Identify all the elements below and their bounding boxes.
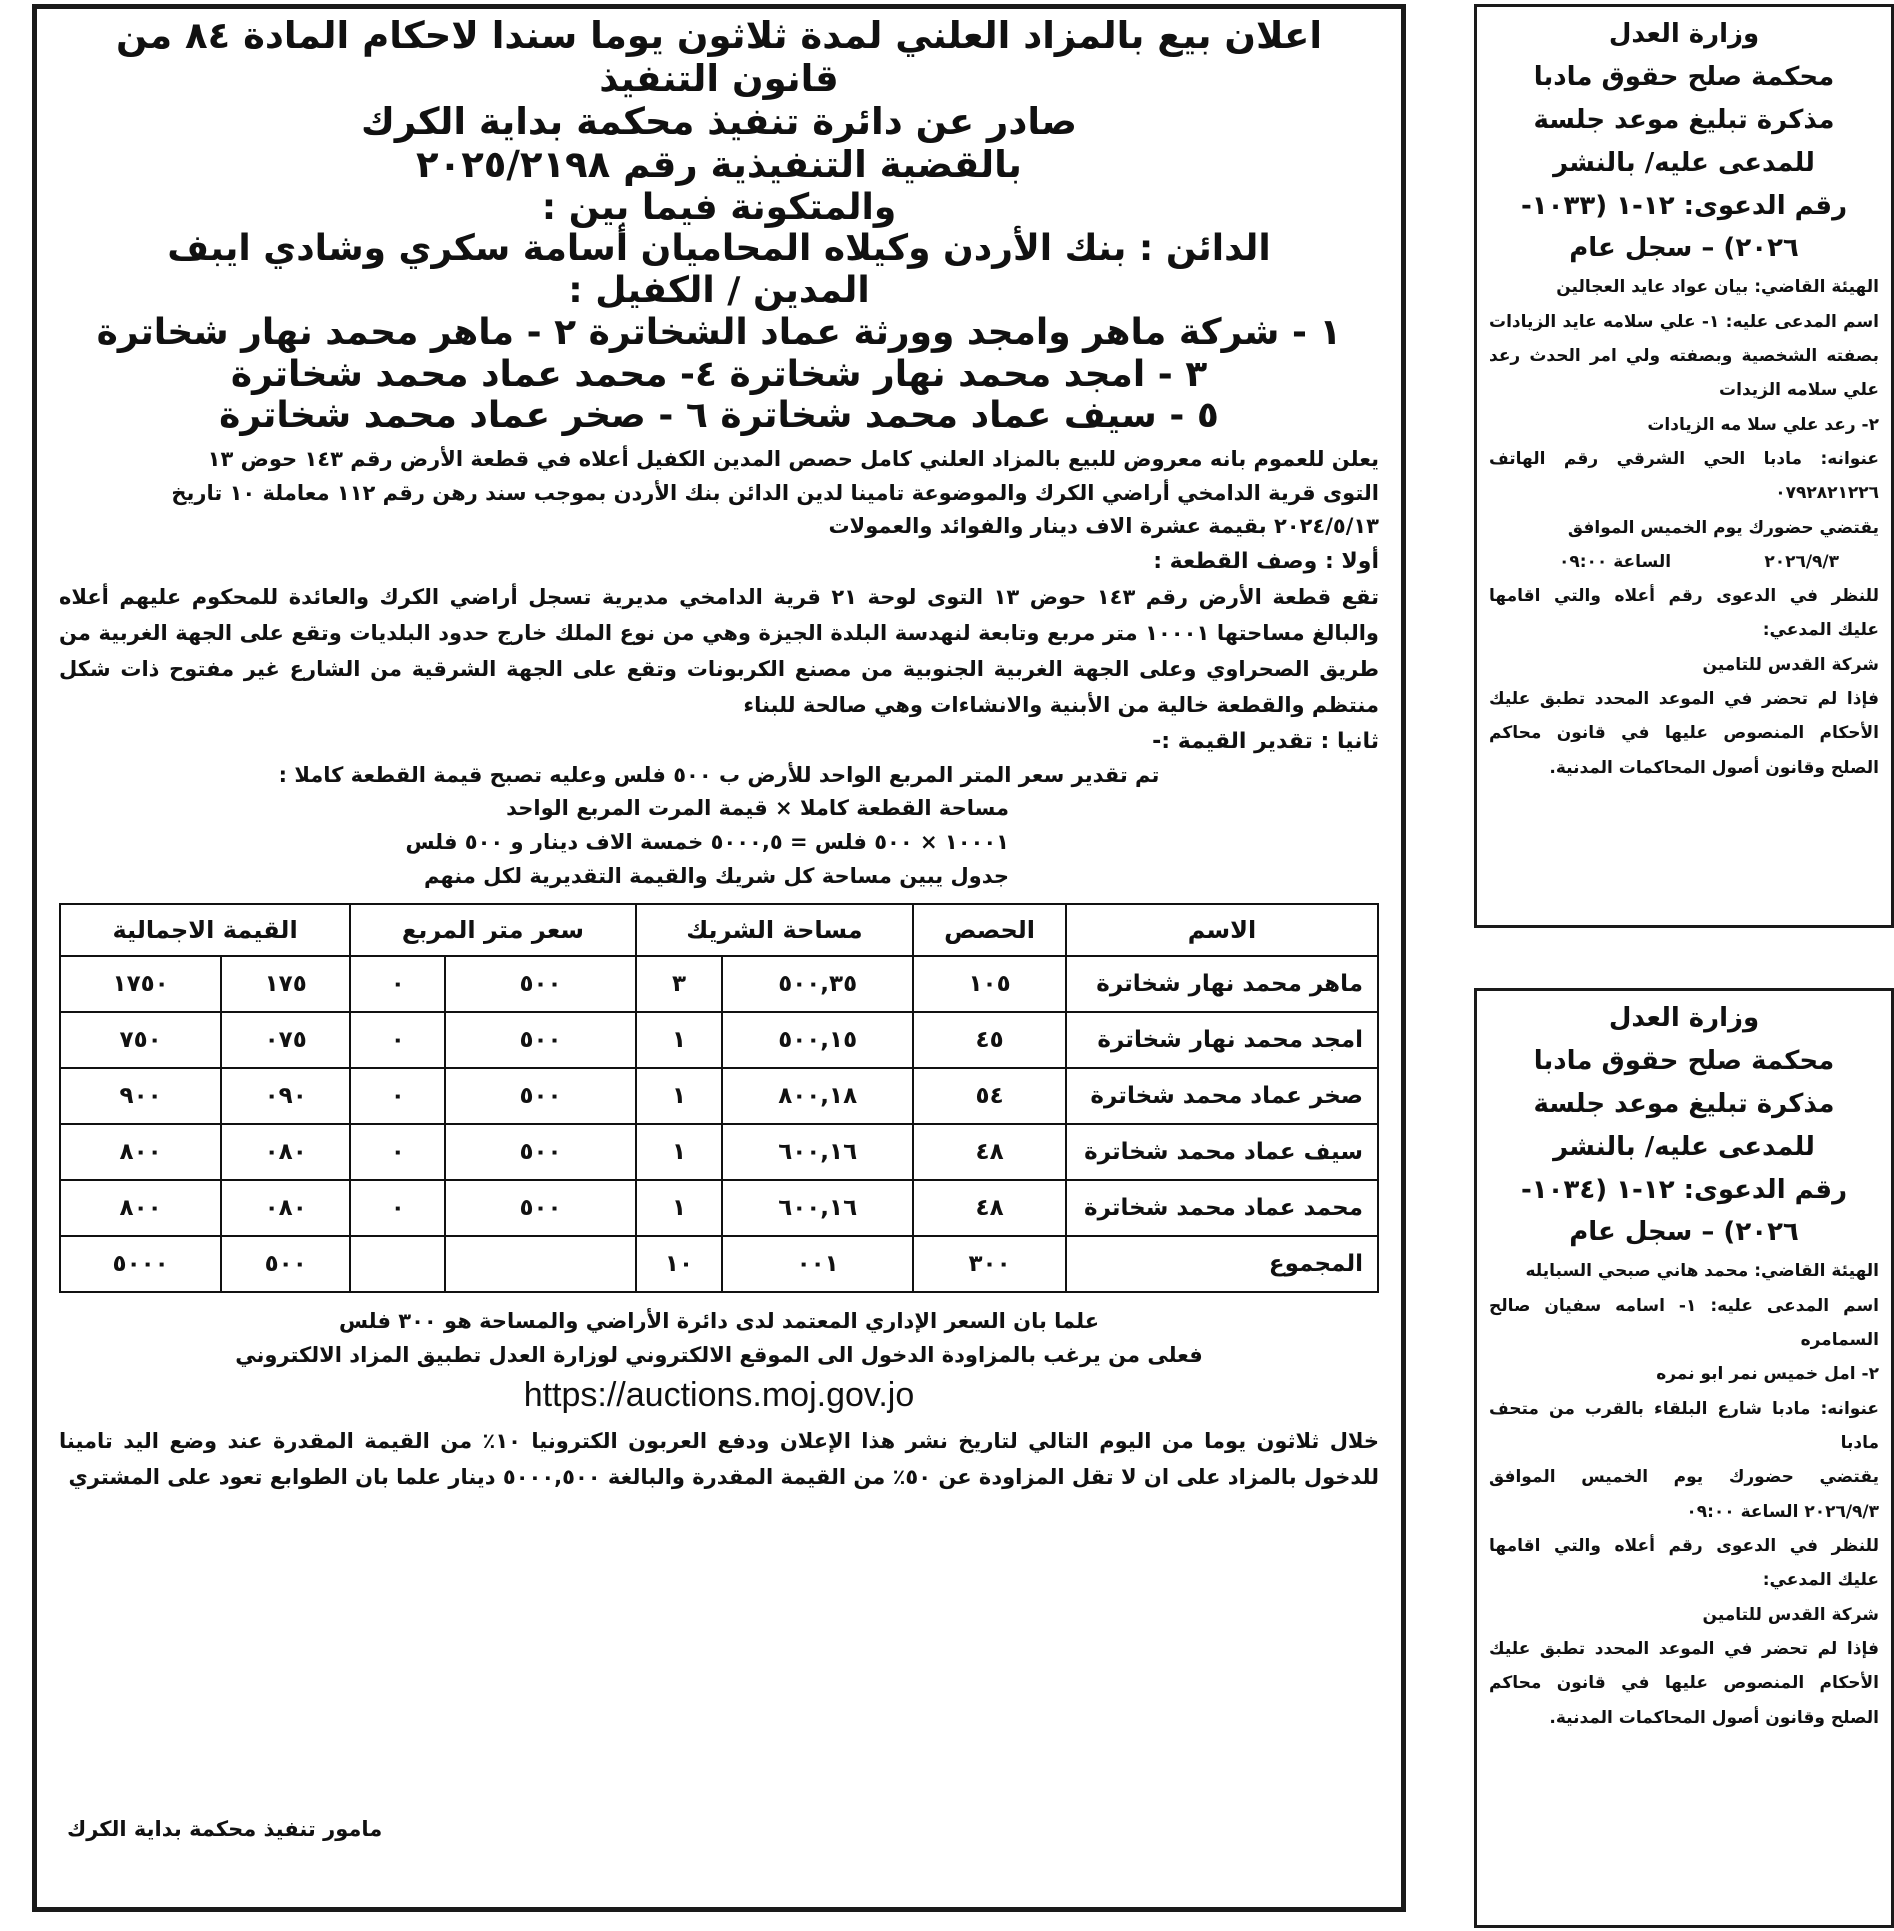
notice2-warning: فإذا لم تحضر في الموعد المحدد تطبق عليك الأحكام المنصوص عليها في قانون محاكم الصلح وقانون أصول المحاكمات المدنية. [1489, 1638, 1879, 1728]
header-total: القيمة الاجمالية [60, 904, 350, 956]
table-cell: ١ [636, 1068, 722, 1124]
header-price: سعر متر المربع [350, 904, 636, 956]
notice2-defendant-2: ٢- امل خميس نمر ابو نمره [1656, 1364, 1879, 1385]
table-cell: ١ [636, 1180, 722, 1236]
table-cell: ٠ [350, 1012, 445, 1068]
side-notice-1 [1474, 4, 1894, 928]
table-cell: ١٠٥ [913, 956, 1066, 1012]
side-notice-2 [1474, 988, 1894, 1928]
valuation-line-4: جدول يبين مساحة كل شريك والقيمة التقديرية لكل منهم [423, 863, 1009, 888]
notice1-address: عنوانه: مادبا الحي الشرقي رقم الهاتف ٠٧٩٢٨٢١٢٢٦ [1489, 448, 1879, 504]
notice1-case-ref: للنظر في الدعوى رقم أعلاه والتي اقامها عليك المدعي: [1489, 585, 1879, 641]
intro-line-3: ٢٠٢٤/٥/١٣ بقيمة عشرة الاف دينار والفوائد والعمولات [828, 514, 1379, 539]
table-cell: سيف عماد محمد شخاترة [1066, 1124, 1378, 1180]
table-cell: ٠٠١ [722, 1236, 913, 1292]
notice2-case-number: رقم الدعوى: ١٢-١ (١٠٣٤- [1520, 1174, 1848, 1205]
debtor-line-3: ٥ - سيف عماد محمد شخاترة ٦ - صخر عماد محمد شخاترة [219, 395, 1219, 437]
header-shares: الحصص [913, 904, 1066, 956]
notice1-title-1: وزارة العدل [1608, 19, 1760, 49]
table-row [60, 1124, 1378, 1180]
table-cell: ٠٩٠ [221, 1068, 350, 1124]
valuation-line-1: تم تقدير سعر المتر المربع الواحد للأرض ب ٥٠٠ فلس وعليه تصبح قيمة القطعة كاملا : [278, 762, 1160, 787]
notice2-address: عنوانه: مادبا شارع البلقاء بالقرب من متحف مادبا [1489, 1398, 1879, 1453]
notice1-defendant-2: ٢- رعد علي سلا مه الزيادات [1647, 414, 1879, 435]
table-cell: ١ [636, 1124, 722, 1180]
notice2-case-year: ٢٠٢٦) – سجل عام [1569, 1217, 1799, 1248]
notice2-case-ref: للنظر في الدعوى رقم أعلاه والتي اقامها عليك المدعي: [1489, 1535, 1879, 1591]
table-cell: ٥٠٠٠ [60, 1236, 221, 1292]
table-cell: ٥٠٠ [221, 1236, 350, 1292]
heading-line-3: بالقضية التنفيذية رقم ٢٠٢٥/٢١٩٨ [416, 142, 1022, 186]
notice2-judge: الهيئة القاضي: محمد هاني صبحي السبايله [1525, 1261, 1879, 1282]
table-cell: ١٠ [636, 1236, 722, 1292]
table-cell: ٥٠٠,١٥ [722, 1012, 913, 1068]
table-cell: ٠ [350, 1068, 445, 1124]
notice1-warning: فإذا لم تحضر في الموعد المحدد تطبق عليك الأحكام المنصوص عليها في قانون محاكم الصلح وقانون أصول المحاكمات المدنية. [1489, 688, 1879, 778]
notice1-case-number: رقم الدعوى: ١٢-١ (١٠٣٣- [1520, 190, 1848, 221]
shares-table [59, 903, 1379, 1293]
notice2-title-2: محكمة صلح حقوق مادبا [1533, 1045, 1835, 1076]
notice1-title-3: مذكرة تبليغ موعد جلسة [1533, 104, 1835, 135]
auction-website-link[interactable]: https://auctions.moj.gov.jo [523, 1376, 915, 1415]
table-cell: ٤٨ [913, 1180, 1066, 1236]
table-cell: ٨٠٠ [60, 1180, 221, 1236]
table-cell: ١٧٥٠ [60, 956, 221, 1012]
notice1-time: الساعة ٠٩:٠٠ [1559, 551, 1672, 572]
table-cell: ١٧٥ [221, 956, 350, 1012]
notice2-defendant: اسم المدعى عليه: ١- اسامه سفيان صالح السمامره [1489, 1295, 1879, 1350]
section-2-title: ثانيا : تقدير القيمة :- [1152, 728, 1379, 754]
notice2-attendance: يقتضي حضورك يوم الخميس الموافق ٢٠٢٦/٩/٣ الساعة ٠٩:٠٠ [1489, 1467, 1879, 1522]
table-cell: محمد عماد محمد شخاترة [1066, 1180, 1378, 1236]
notice1-title-2: محكمة صلح حقوق مادبا [1533, 61, 1835, 92]
table-total-row [60, 1236, 1378, 1292]
table-cell [445, 1236, 635, 1292]
valuation-line-2: مساحة القطعة كاملا × قيمة المرت المربع الواحد [506, 796, 1009, 821]
plot-description: تقع قطعة الأرض رقم ١٤٣ حوض ١٣ التوى لوحة ٢١ قرية الدامخي مديرية تسجل أراضي الكرك والعائدة للمحكوم عليهم أعلاه والبالغ مساحتها ١٠٠٠١ متر مربع وتابعة لنهدسة البلدة الجيزة وهي من نوع الملك خارج حدود البلديات وتقع على الجهة الغربية من طريق الصحراوي وعلى الجهة الغربية الجنوبية من مصنع الكربونات وتقع على الجهة الشرقية من الشارع غير مفتوح ذات شكل منتظم والقطعة خالية من الأبنية والانشاءات وهي صالحة للبناء [59, 585, 1379, 718]
table-cell: ٨٠٠ [60, 1124, 221, 1180]
table-row [60, 1180, 1378, 1236]
table-cell: ٤٨ [913, 1124, 1066, 1180]
table-cell: ٣ [636, 956, 722, 1012]
table-cell: ٥٠٠ [445, 1180, 635, 1236]
notice2-title-4: للمدعى عليه/ بالنشر [1553, 1131, 1815, 1162]
table-cell: ماهر محمد نهار شخاترة [1066, 956, 1378, 1012]
table-cell: ٩٠٠ [60, 1068, 221, 1124]
table-cell: ٣٠٠ [913, 1236, 1066, 1292]
notice1-judge: الهيئة القاضي: بيان عواد عايد العجالين [1556, 277, 1879, 298]
heading-line-4: والمتكونة فيما بين : [541, 186, 897, 228]
table-cell: ٠ [350, 956, 445, 1012]
table-cell: ٦٠٠,١٦ [722, 1124, 913, 1180]
table-cell: ٤٥ [913, 1012, 1066, 1068]
table-cell: ٥٠٠ [445, 1068, 635, 1124]
signature: مامور تنفيذ محكمة بداية الكرك [67, 1817, 383, 1841]
table-cell: ٠ [350, 1124, 445, 1180]
heading-line-1: اعلان بيع بالمزاد العلني لمدة ثلاثون يوما سندا لاحكام المادة ٨٤ من قانون التنفيذ [115, 14, 1323, 100]
notice1-attendance: يقتضي حضورك يوم الخميس الموافق [1567, 517, 1879, 538]
table-cell: ٥٠٠ [445, 1012, 635, 1068]
table-header-row [60, 904, 1378, 956]
table-cell: ٠٨٠ [221, 1124, 350, 1180]
table-cell [350, 1236, 445, 1292]
notice1-date: ٢٠٢٦/٩/٣ [1764, 551, 1839, 572]
notice1-plaintiff: شركة القدس للتامين [1702, 654, 1879, 675]
admin-price-note: علما بان السعر الإداري المعتمد لدى دائرة الأراضي والمساحة هو ٣٠٠ فلس [338, 1309, 1100, 1334]
table-row [60, 1012, 1378, 1068]
table-cell: صخر عماد محمد شخاترة [1066, 1068, 1378, 1124]
table-row [60, 956, 1378, 1012]
table-cell: ٥٠٠ [445, 956, 635, 1012]
valuation-line-3: ١٠٠٠١ × ٥٠٠ فلس = ٥٠٠٠,٥ خمسة الاف دينار و ٥٠٠ فلس [405, 829, 1009, 854]
section-1-title: أولا : وصف القطعة : [1153, 548, 1379, 574]
table-cell: امجد محمد نهار شخاترة [1066, 1012, 1378, 1068]
creditor-line: الدائن : بنك الأردن وكيلاه المحاميان أسامة سكري وشادي ايبف [167, 228, 1271, 270]
notice1-defendant: اسم المدعى عليه: ١- علي سلامه عايد الزيادات بصفته الشخصية وبصفته ولي امر الحدث رعد علي سلامه الزيدات [1489, 311, 1879, 401]
table-cell: المجموع [1066, 1236, 1378, 1292]
table-cell: ٧٥٠ [60, 1012, 221, 1068]
notice2-plaintiff: شركة القدس للتامين [1702, 1604, 1879, 1625]
table-cell: ٥٠٠,٣٥ [722, 956, 913, 1012]
notice1-datetime [1489, 545, 1879, 579]
table-cell: ٨٠٠,١٨ [722, 1068, 913, 1124]
heading-line-2: صادر عن دائرة تنفيذ محكمة بداية الكرك [361, 99, 1077, 143]
header-name: الاسم [1066, 904, 1378, 956]
table-cell: ٦٠٠,١٦ [722, 1180, 913, 1236]
debtor-line-1: ١ - شركة ماهر وامجد وورثة عماد الشخاترة ٢ - ماهر محمد نهار شخاترة [96, 311, 1342, 353]
table-cell: ٥٠٠ [445, 1124, 635, 1180]
intro-line-1: يعلن للعموم بانه معروض للبيع بالمزاد العلني كامل حصص المدين الكفيل أعلاه في قطعة الأرض رقم ١٤٣ حوض ١٣ [207, 447, 1379, 472]
notice1-title-4: للمدعى عليه/ بالنشر [1553, 147, 1815, 178]
auction-announcement [32, 4, 1406, 1912]
debtor-title: المدين / الكفيل : [568, 270, 870, 312]
bidding-note: فعلى من يرغب بالمزاودة الدخول الى الموقع الالكتروني لوزارة العدل تطبيق المزاد الالكتروني [235, 1342, 1203, 1367]
table-cell: ١ [636, 1012, 722, 1068]
header-area: مساحة الشريك [636, 904, 913, 956]
table-row [60, 1068, 1378, 1124]
notice2-title-1: وزارة العدل [1608, 1003, 1760, 1033]
notice2-title-3: مذكرة تبليغ موعد جلسة [1533, 1088, 1835, 1119]
intro-line-2: التوى قرية الدامخي أراضي الكرك والموضوعة تامينا لدين الدائن بنك الأردن بموجب سند رهن رقم ١١٢ معاملة ١٠ تاريخ [171, 480, 1379, 505]
notice1-case-year: ٢٠٢٦) – سجل عام [1569, 233, 1799, 264]
table-cell: ٠٧٥ [221, 1012, 350, 1068]
closing-paragraph: خلال ثلاثون يوما من اليوم التالي لتاريخ نشر هذا الإعلان ودفع العربون الكترونيا ١٠٪ من القيمة المقدرة عند وضع اليد تامينا للدخول بالمزاد على ان لا تقل المزاودة عن ٥٠٪ من القيمة المقدرة والبالغة ٥٠٠٠,٥٠٠ دينار علما بان الطوابع تعود على المشتري [59, 1429, 1380, 1490]
debtor-line-2: ٣ - امجد محمد نهار شخاترة ٤- محمد عماد محمد شخاترة [230, 353, 1208, 395]
table-cell: ٠ [350, 1180, 445, 1236]
table-cell: ٥٤ [913, 1068, 1066, 1124]
table-cell: ٠٨٠ [221, 1180, 350, 1236]
